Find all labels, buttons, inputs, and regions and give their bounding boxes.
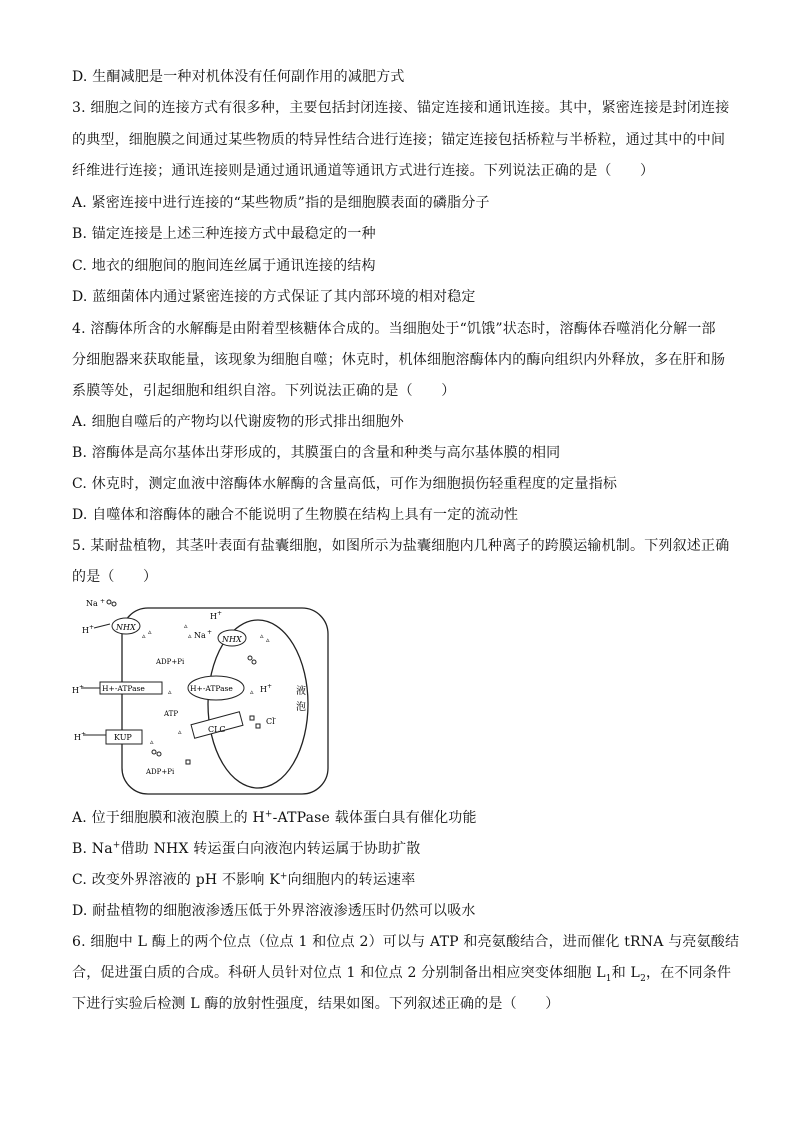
q5-stem-line-1: 5. 某耐盐植物，其茎叶表面有盐囊细胞，如图所示为盐囊细胞内几种离子的跨膜运输机制。下列叙述正确 (72, 538, 730, 554)
h-plus-label-3: H (72, 686, 79, 695)
svg-text:▵: ▵ (266, 636, 270, 644)
svg-text:▵: ▵ (142, 632, 146, 640)
q4-stem-line-2: 分细胞器来获取能量，该现象为细胞自噬；休克时，机体细胞溶酶体内的酶向组织内外释放，多在肝和肠 (72, 352, 726, 368)
vacuole-label-2: 泡 (296, 702, 306, 713)
q5-figure (70, 594, 340, 804)
q4-option-c: C. 休克时，测定血液中溶酶体水解酶的含量高低，可作为细胞损伤轻重程度的定量指标 (72, 476, 618, 492)
q6-stem-line-1: 6. 细胞中 L 酶上的两个位点（位点 1 和位点 2）可以与 ATP 和亮氨酸结合，进而催化 tRNA 与亮氨酸结 (72, 934, 740, 950)
nhx-transporter-cell (112, 618, 140, 634)
vacuole-membrane (208, 620, 308, 788)
q2-option-d: D. 生酮减肥是一种对机体没有任何副作用的减肥方式 (72, 69, 405, 85)
q5-option-c: C. 改变外界溶液的 pH 不影响 K+向细胞内的转运速率 (72, 871, 416, 888)
svg-text:+: + (81, 731, 87, 738)
q3-option-a: A. 紧密连接中进行连接的“某些物质”指的是细胞膜表面的磷脂分子 (72, 195, 490, 211)
atp-label: ATP (164, 710, 179, 718)
cl-minus-label: Cl (266, 717, 275, 726)
h-atpase-label: H+-ATPase (102, 684, 145, 693)
nhx-vacuole-label: NHX (222, 635, 242, 644)
adp-pi-label: ADP+Pi (156, 658, 185, 666)
q4-option-d: D. 自噬体和溶酶体的融合不能说明了生物膜在结构上具有一定的流动性 (72, 507, 519, 523)
h-plus-label-4: H (260, 685, 267, 694)
h-plus-label-5: H (74, 733, 81, 742)
q6-stem-line-3: 下进行实验后检测 L 酶的放射性强度，结果如图。下列叙述正确的是（ ） (72, 996, 560, 1012)
svg-text:▵: ▵ (184, 622, 188, 630)
q4-stem-line-3: 系膜等处，引起细胞和组织自溶。下列说法正确的是（ ） (72, 383, 456, 399)
svg-text:▵: ▵ (188, 632, 192, 640)
svg-text:▵: ▵ (250, 688, 254, 696)
q3-option-c: C. 地衣的细胞间的胞间连丝属于通讯连接的结构 (72, 258, 376, 274)
q5-option-b: B. Na+借助 NHX 转运蛋白向液泡内转运属于协助扩散 (72, 840, 421, 857)
q3-stem-line-1: 3. 细胞之间的连接方式有很多种，主要包括封闭连接、锚定连接和通讯连接。其中，紧密连接是封闭连接 (72, 100, 730, 116)
vacuole-label-1: 液 (296, 686, 306, 697)
q3-option-b: B. 锚定连接是上述三种连接方式中最稳定的一种 (72, 226, 376, 242)
q5-option-d: D. 耐盐植物的细胞液渗透压低于外界溶液渗透压时仍然可以吸水 (72, 903, 476, 919)
q3-stem-line-2: 的典型，细胞膜之间通过某些物质的特异性结合进行连接；锚定连接包括桥粒与半桥粒，通过其中的中间 (72, 132, 726, 148)
kup-label: KUP (114, 733, 132, 742)
svg-text:+: + (267, 683, 273, 690)
h-atpase-vacuole-label: H+-ATPase (190, 684, 233, 693)
svg-text:▵: ▵ (260, 632, 264, 640)
na-plus-label: Na (86, 599, 98, 608)
svg-text:+: + (79, 684, 85, 691)
na-plus-label-2: Na (194, 631, 206, 640)
h-plus-label: H (82, 626, 89, 635)
svg-text:▵: ▵ (150, 738, 154, 746)
q5-stem-line-2: 的是（ ） (72, 569, 158, 585)
svg-text:▵: ▵ (168, 688, 172, 696)
svg-text:▵: ▵ (178, 728, 182, 736)
svg-text:-: - (274, 715, 277, 722)
svg-text:+: + (217, 610, 223, 617)
q4-option-b: B. 溶酶体是高尔基体出芽形成的，其膜蛋白的含量和种类与高尔基体膜的相同 (72, 445, 561, 461)
q5-option-a: A. 位于细胞膜和液泡膜上的 H+-ATPase 载体蛋白具有催化功能 (72, 809, 477, 826)
q6-stem-line-2: 合，促进蛋白质的合成。科研人员针对位点 1 和位点 2 分别制备出相应突变体细胞 $L_1$和 $L_2$，在不同条件 (72, 965, 732, 984)
nhx-transporter-vacuole (218, 630, 246, 646)
nhx-label: NHX (116, 623, 136, 632)
q4-stem-line-1: 4. 溶酶体所含的水解酶是由附着型核糖体合成的。当细胞处于“饥饿”状态时，溶酶体吞噬消化分解一部 (72, 321, 716, 337)
h-plus-label-2: H (210, 612, 217, 621)
clc-label: CLC (208, 725, 226, 734)
adp-pi-label-2: ADP+Pi (146, 768, 175, 776)
svg-text:+: + (100, 598, 106, 605)
svg-text:+: + (207, 629, 213, 636)
q3-stem-line-3: 纤维进行连接；通讯连接则是通过通讯通道等通讯方式进行连接。下列说法正确的是（ ） (72, 163, 655, 179)
svg-text:+: + (89, 624, 95, 631)
q3-option-d: D. 蓝细菌体内通过紧密连接的方式保证了其内部环境的相对稳定 (72, 289, 476, 305)
q4-option-a: A. 细胞自噬后的产物均以代谢废物的形式排出细胞外 (72, 414, 405, 430)
svg-text:▵: ▵ (148, 628, 152, 636)
